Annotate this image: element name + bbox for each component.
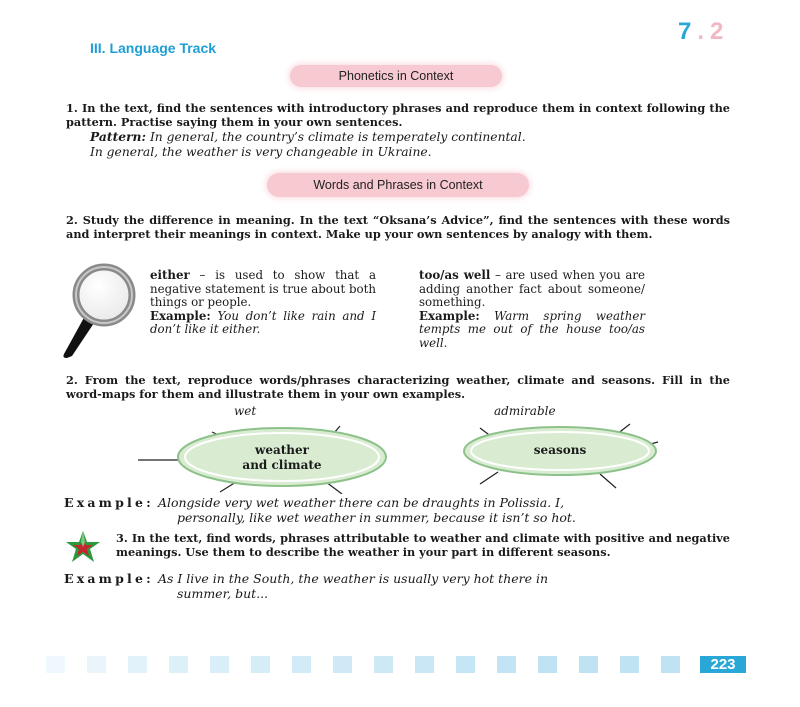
section-number [678, 18, 729, 46]
pattern-block [90, 129, 730, 160]
task-3-instruction: 2. From the text, reproduce words/phrases characterizing weather, climate and seasons. Fill in the word-maps for them and illustrate them in your own examples. [66, 373, 730, 401]
right-spoke-bottom-right [600, 474, 616, 488]
weather-climate-label [200, 443, 364, 473]
either-example-text: You don’t like rain and I don’t like it either. [150, 308, 376, 336]
too-example-label: Example: [419, 308, 480, 323]
seasons-label: seasons [533, 443, 587, 457]
phonetics-in-context-heading: Phonetics in Context [290, 65, 502, 87]
footer-square [292, 656, 311, 673]
footer-square [538, 656, 557, 673]
footer-square [579, 656, 598, 673]
words-and-phrases-heading: Words and Phrases in Context [267, 173, 529, 197]
footer-square [661, 656, 680, 673]
footer-square [210, 656, 229, 673]
example-2-line-1: As I live in the South, the weather is usually very hot there in [157, 571, 549, 586]
footer-square [87, 656, 106, 673]
example-1-line-2: personally, like wet weather in summer, because it isn’t so hot. [177, 510, 576, 525]
example-2-label: Example: [64, 571, 154, 586]
pattern-line-1 [90, 129, 730, 145]
weather-climate-line-2: and climate [242, 458, 322, 472]
footer-square [251, 656, 270, 673]
pattern-label: Pattern: [90, 129, 147, 144]
task-1-instruction: 1. In the text, find the sentences with introductory phrases and reproduce them in context following the pattern. Practise saying them in your own sentences. [66, 101, 730, 129]
section-title: III. Language Track [90, 40, 217, 56]
either-definition [150, 269, 376, 337]
footer-square [415, 656, 434, 673]
too-as-well-definition [419, 269, 645, 350]
too-example-text: Warm spring weather tempts me out of the house too/as well. [419, 308, 645, 350]
footer-square [169, 656, 188, 673]
footer-square [456, 656, 475, 673]
task-4-instruction: 3. In the text, find words, phrases attributable to weather and climate with positive and negative meanings. Use them to describe the weather in your part in different seasons. [116, 531, 730, 559]
section-minor: 2 [710, 18, 730, 45]
wordmap-right-label: admirable [494, 404, 556, 418]
magnifying-glass-icon [60, 262, 140, 360]
wordmap-left-label: wet [234, 404, 257, 418]
right-spoke-bottom-left [480, 472, 498, 484]
footer-square [46, 656, 65, 673]
either-word: either [150, 268, 190, 282]
example-2-line-2: summer, but... [177, 586, 269, 601]
example-1 [64, 495, 734, 525]
either-definition-text: – is used to show that a negative statement is true about both things or people. [150, 268, 376, 309]
section-major: 7 [678, 18, 698, 45]
footer-square [620, 656, 639, 673]
footer-square [333, 656, 352, 673]
footer-square [128, 656, 147, 673]
too-definition-text: – are used when you are adding another fact about someone/ something. [419, 268, 646, 309]
pattern-text-1: In general, the country’s climate is temperately continental. [149, 130, 526, 144]
footer-square [497, 656, 516, 673]
too-word: too/as well [419, 268, 491, 282]
page-number: 223 [700, 656, 746, 673]
example-1-line-1: Alongside very wet weather there can be draughts in Polissia. I, [157, 495, 565, 510]
example-1-label: Example: [64, 495, 154, 510]
section-dot: . [697, 18, 711, 45]
footer-square [374, 656, 393, 673]
task-2-instruction: 2. Study the difference in meaning. In the text “Oksana’s Advice”, find the sentences with these words and interpret their meanings in context. Make up your own sentences by analogy with them. [66, 213, 730, 241]
weather-climate-line-1: weather [255, 443, 309, 457]
either-example-label: Example: [150, 308, 211, 323]
pattern-text-2: In general, the weather is very changeable in Ukraine. [90, 145, 432, 159]
example-2 [64, 571, 734, 601]
star-task-icon [64, 530, 102, 564]
